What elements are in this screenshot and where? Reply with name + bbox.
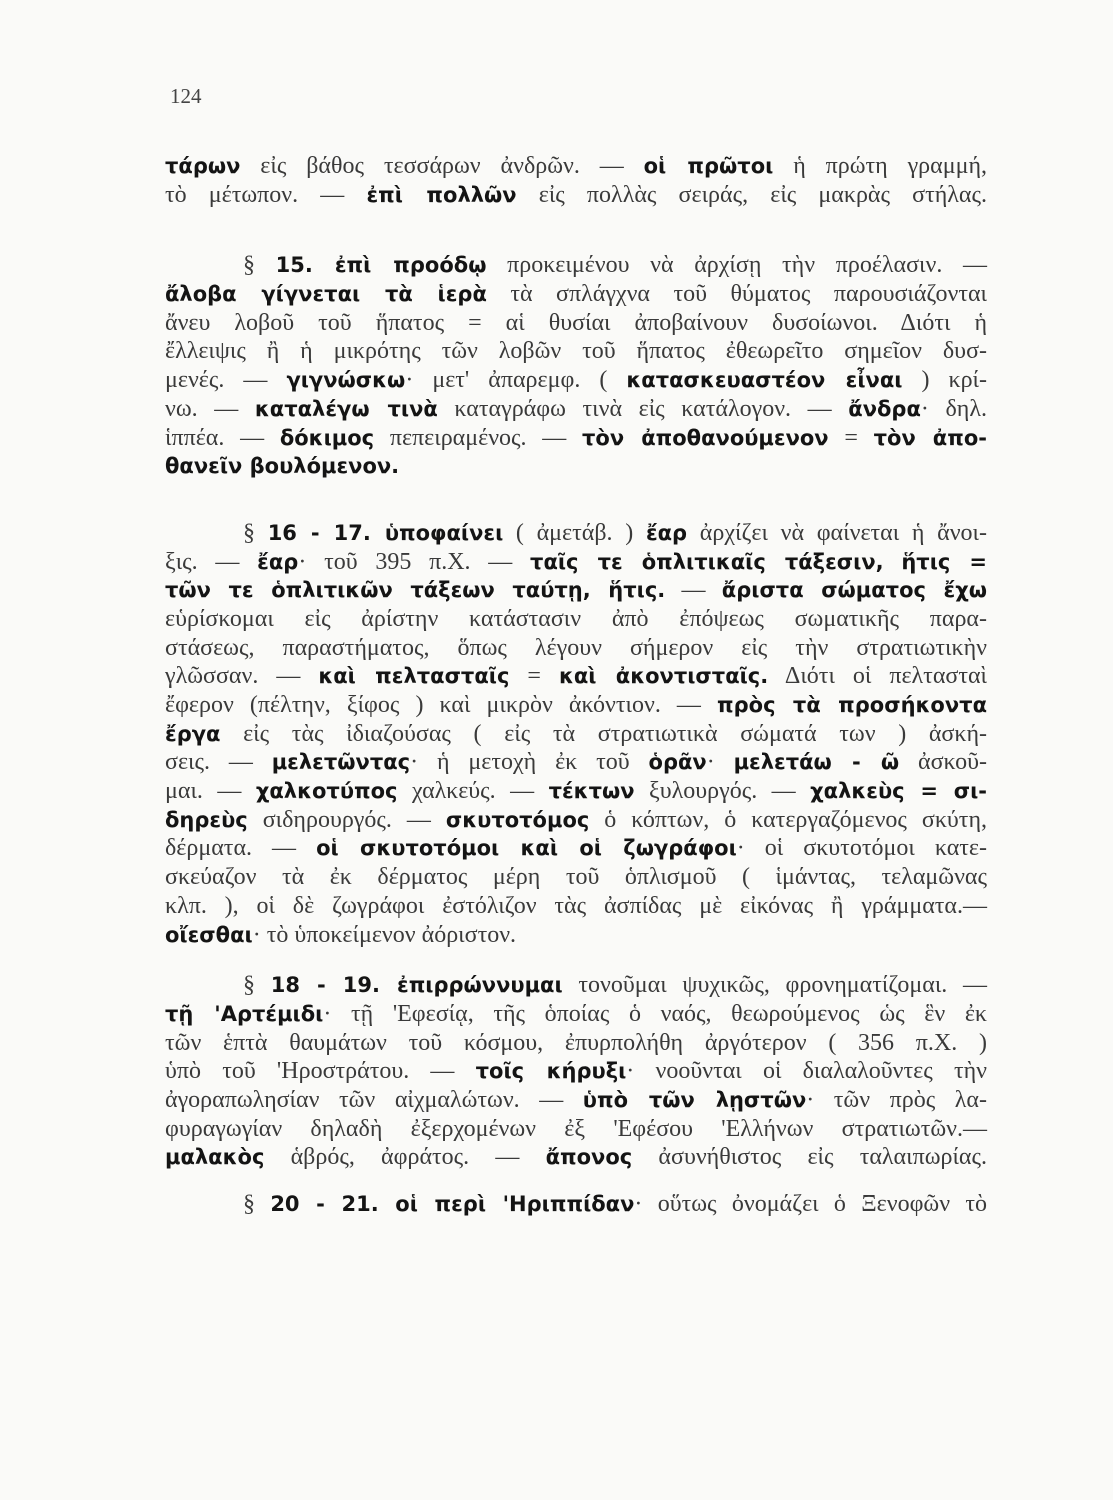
lemma-bold: μαλακὸς	[165, 1145, 265, 1170]
gloss-text: χαλκεύς. —	[397, 778, 549, 805]
gloss-text: §	[243, 1191, 271, 1217]
gloss-text: δέρματα. —	[165, 835, 317, 862]
gloss-text: · τοῦ 395 π.Χ. —	[298, 548, 531, 575]
paragraph	[165, 519, 987, 949]
gloss-text: §	[243, 519, 268, 546]
gloss-text	[884, 549, 902, 575]
gloss-text: τῶν ἑπτὰ θαυμάτων τοῦ κόσμου, ἐπυρπολήθη ἀργότερον ( 356 π.Χ. )	[165, 1029, 987, 1056]
text-line	[165, 366, 987, 395]
lemma-bold: ἄνδρα	[848, 396, 921, 421]
text-line	[165, 1029, 987, 1058]
gloss-text: · δηλ.	[920, 395, 987, 422]
gloss-text: ) κρί-	[902, 367, 988, 394]
lemma-bold: ἄλοβα γίγνεται τὰ ἱερὰ	[165, 282, 487, 307]
lemma-bold: τῶν τε ὁπλιτικῶν τάξεων ταύτῃ, ἥτις.	[165, 578, 666, 603]
gloss-text: =	[509, 663, 559, 690]
gloss-text: ἁβρός, ἀφράτος. —	[264, 1144, 546, 1171]
text-line	[165, 1057, 987, 1086]
gloss-text: · οἱ σκυτοτόμοι κατε-	[736, 835, 987, 862]
lemma-bold: ἥτις =	[901, 549, 987, 574]
text-line	[165, 748, 987, 777]
text-line	[165, 251, 987, 280]
gloss-text: εἰς τὰς ἰδιαζούσας ( εἰς τὰ στρατιωτικὰ σώματά των ) ἀσκή-	[220, 720, 987, 747]
lemma-bold: δόκιμος	[279, 425, 375, 450]
gloss-text: ·	[706, 749, 734, 776]
lemma-bold: σκυτοτόμος	[445, 807, 590, 832]
lemma-bold: ὁρᾶν	[648, 750, 707, 775]
lemma-bold: θανεῖν βουλόμενον.	[165, 454, 400, 479]
lemma-bold: μελετάω - ῶ	[733, 750, 900, 775]
gloss-text: καταγράφω τινὰ εἰς κατάλογον. —	[437, 395, 849, 422]
text-line	[165, 519, 987, 548]
lemma-bold: καταλέγω τινὰ	[254, 396, 438, 421]
gloss-text: γλῶσσαν. —	[165, 663, 319, 690]
gloss-text: ἀρχίζει νὰ φαίνεται ἡ ἄνοι-	[687, 519, 987, 546]
gloss-text: ξυλουργός. —	[634, 778, 811, 805]
text-line	[165, 181, 987, 210]
text-line	[165, 777, 987, 806]
gloss-text: ὁ κόπτων, ὁ κατεργαζόμενος σκύτη,	[589, 806, 988, 833]
text-line	[165, 662, 987, 691]
lemma-bold: ταῖς τε ὁπλιτικαῖς τάξεσιν,	[530, 549, 884, 574]
gloss-text: ξις. —	[165, 548, 258, 575]
text-line	[165, 1143, 987, 1172]
gloss-text: · τῇ 'Εφεσίᾳ, τῆς ὁποίας ὁ ναός, θεωρούμενος ὡς ἓν ἐκ	[323, 1000, 987, 1027]
gloss-text: §	[243, 972, 271, 999]
text-line	[165, 634, 987, 663]
paragraph	[165, 152, 987, 209]
gloss-text: ἡ πρώτη γραμμή,	[773, 153, 988, 179]
lemma-bold: τέκτων	[548, 779, 635, 804]
text-line	[165, 1000, 987, 1029]
lemma-bold: 15. ἐπὶ προόδῳ	[275, 253, 487, 278]
gloss-text: =	[828, 424, 874, 451]
gloss-text: ἄνευ λοβοῦ τοῦ ἥπατος = αἱ θυσίαι ἀποβαίνουν δυσοίωνοι. Διότι ἡ	[165, 309, 987, 336]
text-line	[165, 1086, 987, 1115]
lemma-bold: τάρων	[165, 154, 241, 178]
gloss-text: ἀσυνήθιστος εἰς ταλαιπωρίας.	[632, 1144, 988, 1171]
gloss-text: · οὕτως ὀνομάζει ὁ Ξενοφῶν τὸ	[634, 1191, 988, 1217]
gloss-text: · ἡ μετοχὴ ἐκ τοῦ	[410, 749, 649, 776]
lemma-bold: καὶ ἀκοντισταῖς.	[558, 664, 769, 689]
gloss-text: · νοοῦνται οἱ διαλαλοῦντες τὴν	[626, 1058, 988, 1085]
lemma-bold: οἱ πρῶτοι	[643, 154, 774, 178]
gloss-text: ἔλλειψις ἢ ἡ μικρότης τῶν λοβῶν τοῦ ἥπατος ἐθεωρεῖτο σημεῖον δυσ-	[165, 338, 987, 365]
text-line	[165, 309, 987, 338]
gloss-text: Διότι οἱ πελτασταὶ	[768, 663, 988, 690]
paragraph	[165, 971, 987, 1172]
lemma-bold: ἔαρ	[645, 520, 688, 545]
gloss-text: μενές. —	[165, 367, 287, 394]
gloss-text: στάσεως, παραστήματος, ὅπως λέγουν σήμερον εἰς τὴν στρατιωτικὴν	[165, 634, 987, 661]
gloss-text: τὰ σπλάγχνα τοῦ θύματος παρουσιάζονται	[486, 281, 987, 308]
gloss-text: σιδηρουργός. —	[247, 806, 446, 833]
lemma-bold: τὸν ἀπο-	[873, 425, 987, 450]
paragraph	[165, 1190, 987, 1219]
lemma-bold: χαλκεὺς = σι-	[810, 779, 987, 804]
text-line	[165, 452, 987, 481]
lemma-bold: 18 - 19. ἐπιρρώννυμαι	[270, 973, 563, 998]
text-line	[165, 921, 987, 950]
lemma-bold: ἔργα	[165, 721, 221, 746]
page-number: 124	[170, 84, 202, 108]
text-line	[165, 395, 987, 424]
text-line	[165, 337, 987, 366]
gloss-text: τὸ μέτωπον. —	[165, 181, 367, 208]
text-line	[165, 834, 987, 863]
gloss-text: §	[243, 252, 276, 279]
text-line	[165, 605, 987, 634]
lemma-bold: τῇ 'Αρτέμιδι	[165, 1001, 324, 1026]
gloss-text: ἀσκοῦ-	[899, 749, 988, 776]
text-line	[165, 424, 987, 453]
paragraph	[165, 251, 987, 481]
text-line	[165, 280, 987, 309]
text-line	[165, 152, 987, 181]
gloss-text: πεπειραμένος. —	[374, 424, 583, 451]
gloss-text: —	[665, 577, 722, 604]
lemma-bold: ἄπονος	[545, 1145, 633, 1170]
lemma-bold: 20 - 21. οἱ περὶ 'Ηριππίδαν	[270, 1192, 635, 1216]
text-line	[165, 892, 987, 921]
lemma-bold: μελετῶντας	[271, 750, 411, 775]
lemma-bold: οἱ σκυτοτόμοι καὶ οἱ ζωγράφοι	[316, 836, 737, 861]
gloss-text: ἀγοραπωλησίαν τῶν αἰχμαλώτων. —	[165, 1086, 583, 1113]
gloss-text: ἔφερον (πέλτην, ξίφος ) καὶ μικρὸν ἀκόντιον. —	[165, 692, 717, 718]
gloss-text: φυραγωγίαν δηλαδὴ ἐξερχομένων ἐξ 'Εφέσου 'Ελλήνων στρατιωτῶν.—	[165, 1115, 987, 1142]
text-line	[165, 576, 987, 605]
gloss-text: · μετ' ἀπαρεμφ. (	[405, 367, 627, 394]
gloss-text: ἱππέα. —	[165, 424, 280, 451]
text-line	[165, 548, 987, 577]
lemma-bold: ἔαρ	[257, 549, 299, 574]
gloss-text: · τὸ ὑποκείμενον ἀόριστον.	[252, 921, 517, 948]
gloss-text: εὑρίσκομαι εἰς ἀρίστην κατάστασιν ἀπὸ ἐπόψεως σωματικῆς παρα-	[165, 605, 987, 632]
text-line	[165, 806, 987, 835]
lemma-bold: τὸν ἀποθανούμενον	[582, 425, 829, 450]
lemma-bold: πρὸς τὰ προσήκοντα	[717, 693, 987, 717]
text-line	[165, 863, 987, 892]
gloss-text: εἰς βάθος τεσσάρων ἀνδρῶν. —	[240, 153, 644, 179]
gloss-text: · τῶν πρὸς λα-	[806, 1086, 987, 1113]
text-line	[165, 720, 987, 749]
gloss-text: σεις. —	[165, 749, 272, 776]
text-line	[165, 1190, 987, 1219]
gloss-text: τονοῦμαι ψυχικῶς, φρονηματίζομαι. —	[562, 972, 988, 999]
text-line	[165, 691, 987, 720]
gloss-text: προκειμένου νὰ ἀρχίσῃ τὴν προέλασιν. —	[486, 252, 988, 279]
gloss-text: κλπ. ), οἱ δὲ ζωγράφοι ἐστόλιζον τὰς ἀσπίδας μὲ εἰκόνας ἢ γράμματα.—	[165, 892, 987, 919]
body-text	[165, 152, 987, 1219]
gloss-text: νω. —	[165, 395, 255, 422]
lemma-bold: ἄριστα σώματος ἔχω	[721, 578, 988, 603]
gloss-text: μαι. —	[165, 778, 256, 805]
gloss-text: ( ἀμετάβ. )	[503, 519, 646, 546]
gloss-text: σκεύαζον τὰ ἐκ δέρματος μέρη τοῦ ὁπλισμοῦ ( ἱμάντας, τελαμῶνας	[165, 864, 987, 891]
lemma-bold: γιγνώσκω	[286, 368, 406, 393]
text-line	[165, 1115, 987, 1144]
text-line	[165, 971, 987, 1000]
lemma-bold: ἐπὶ πολλῶν	[366, 182, 517, 207]
gloss-text: εἰς πολλὰς σειράς, εἰς μακρὰς στήλας.	[516, 181, 988, 208]
lemma-bold: δηρεὺς	[165, 807, 248, 832]
lemma-bold: τοῖς κήρυξι	[475, 1059, 627, 1084]
lemma-bold: ὑπὸ τῶν λῃστῶν	[582, 1087, 807, 1112]
lemma-bold: καὶ πελτασταῖς	[318, 664, 510, 689]
lemma-bold: οἴεσθαι	[165, 922, 253, 947]
lemma-bold: 16 - 17. ὑποφαίνει	[267, 520, 504, 545]
lemma-bold: κατασκευαστέον εἶναι	[626, 368, 903, 393]
lemma-bold: χαλκοτύπος	[255, 779, 398, 804]
gloss-text: ὑπὸ τοῦ 'Ηροστράτου. —	[165, 1058, 476, 1085]
